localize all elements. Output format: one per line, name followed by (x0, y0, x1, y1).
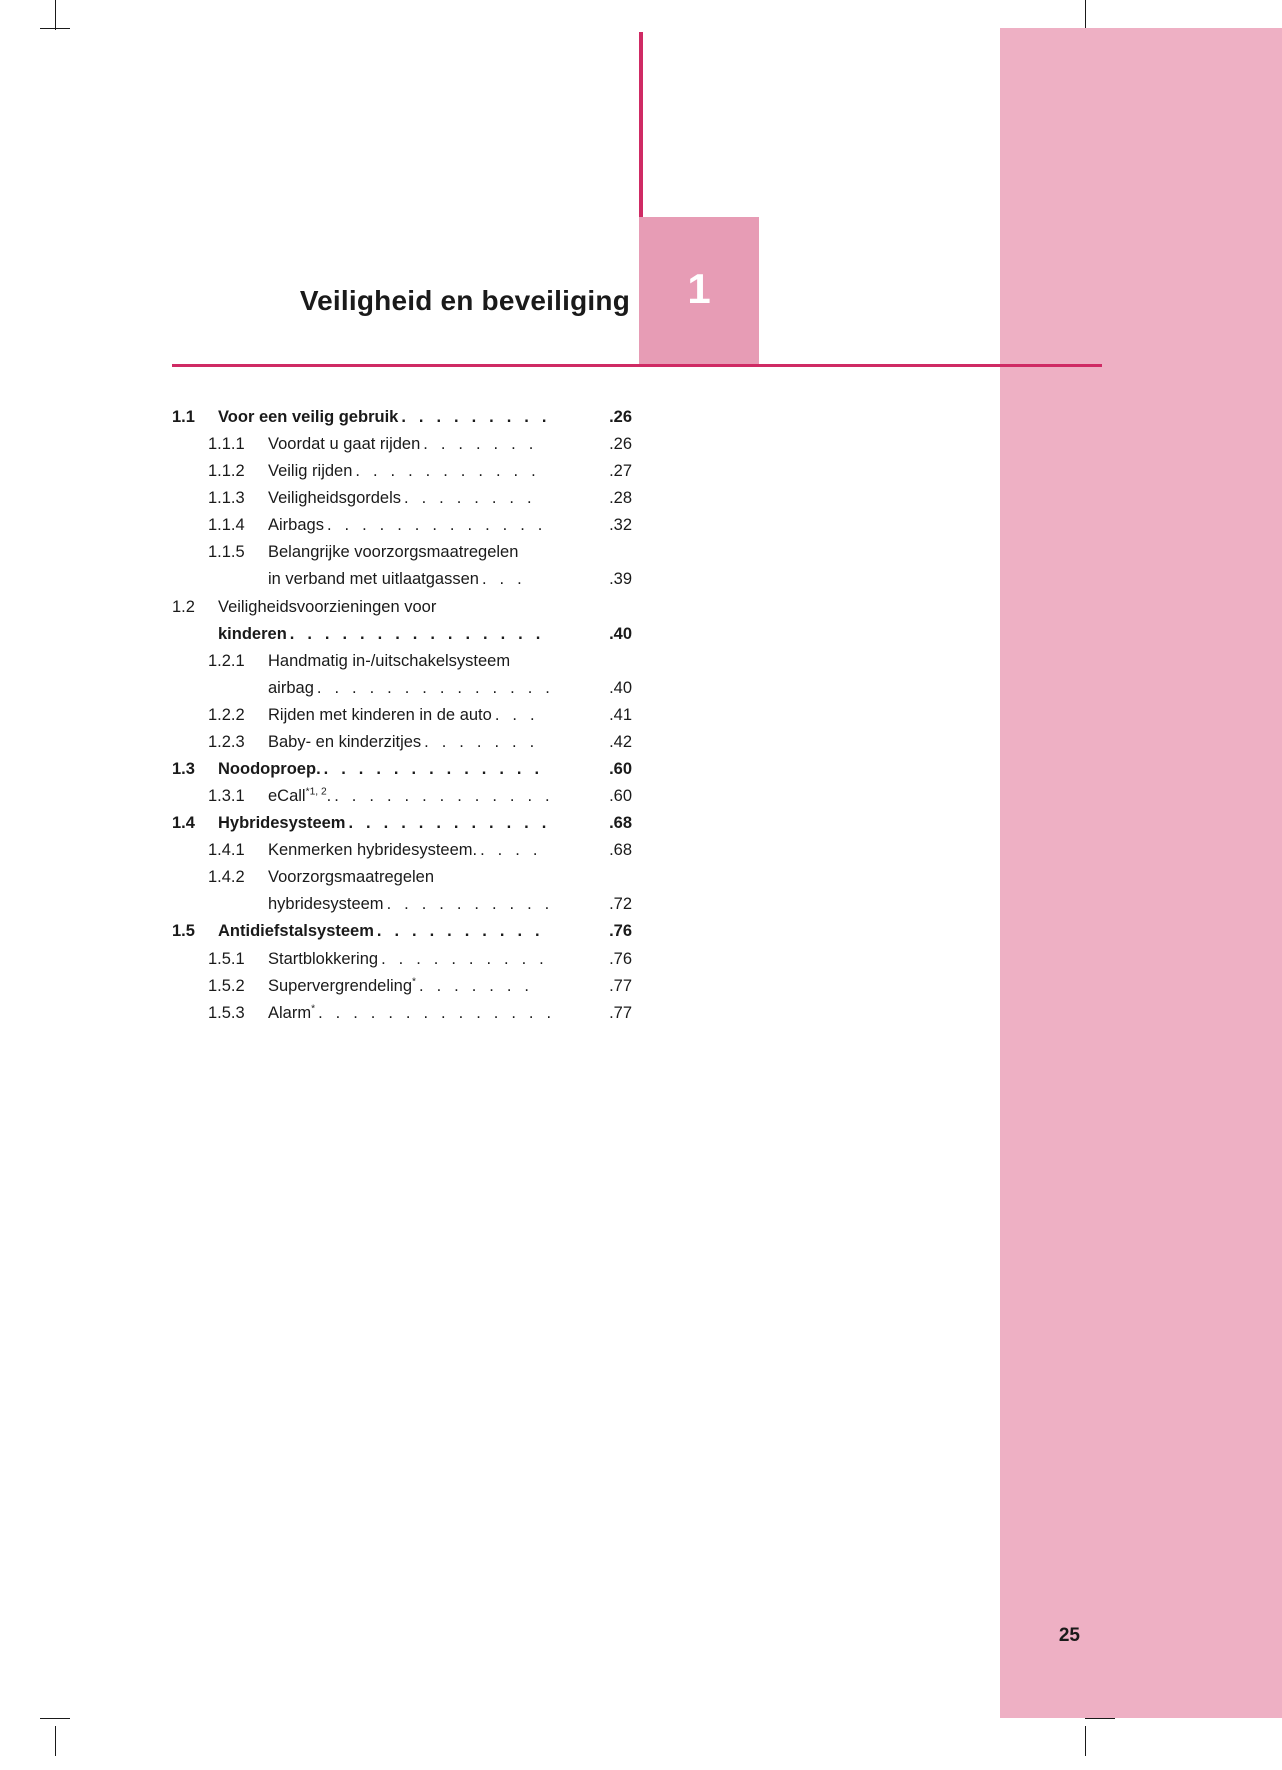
toc-entry[interactable] (172, 1001, 632, 1026)
toc-entry[interactable] (172, 784, 632, 809)
toc-entry[interactable] (172, 459, 632, 484)
toc-entry-page: .42 (609, 732, 632, 751)
toc-entry-label: eCall$^{*1, 2}$. (268, 786, 332, 806)
toc-entry-label: Veilig rijden (268, 462, 353, 481)
toc-entry[interactable] (172, 595, 632, 620)
toc-entry-number: 1.5.2 (208, 976, 245, 995)
toc-entry-page: .68 (609, 841, 632, 860)
crop-mark-bottom-left-vertical (55, 1726, 56, 1756)
crop-mark-top-right-vertical (1085, 0, 1086, 30)
toc-entry[interactable] (172, 838, 632, 863)
toc-entry-leader: . . . . . . . . . . (376, 922, 544, 941)
toc-entry-page: .27 (609, 462, 632, 481)
toc-entry-label: Supervergrendeling* (268, 976, 416, 995)
toc-entry-label: Antidiefstalsysteem (218, 922, 374, 941)
toc-entry-label: airbag (268, 678, 314, 697)
toc-entry-leader: . . . . . . . . . . . (355, 462, 540, 481)
toc-entry-label: Voor een veilig gebruik (218, 408, 399, 426)
toc-entry-footnote-marker: * (412, 976, 416, 988)
toc-entry-leader: . . . . . . . . . . . . . . (316, 678, 555, 697)
toc-entry-leader: . . . . . . . . . . . . . . . (289, 624, 545, 643)
toc-entry[interactable] (172, 649, 632, 674)
chapter-number: 1 (687, 265, 711, 312)
toc-entry[interactable] (172, 676, 632, 701)
toc-entry[interactable] (172, 865, 632, 890)
toc-entry-leader: . . . . . . . . . . (381, 949, 548, 968)
toc-entry-number: 1.4 (172, 814, 195, 833)
toc-entry-page: .76 (609, 922, 632, 941)
toc-entry-label: Hybridesysteem (218, 814, 346, 833)
toc-entry[interactable] (172, 567, 632, 592)
toc-entry-number: 1.3.1 (208, 787, 245, 806)
toc-entry[interactable] (172, 757, 632, 782)
toc-entry-label: in verband met uitlaatgassen (268, 570, 479, 589)
toc-entry-label: Veiligheidsgordels (268, 489, 402, 508)
toc-entry-number: 1.1.5 (208, 543, 245, 562)
toc-entry[interactable] (172, 730, 632, 755)
toc-entry[interactable] (172, 947, 632, 972)
toc-entry-label: Belangrijke voorzorgsmaatregelen (268, 543, 519, 562)
toc-entry-leader: . . . (481, 570, 526, 589)
toc-entry-label: Alarm* (268, 1003, 316, 1022)
toc-entry-page: .32 (609, 516, 632, 535)
toc-entry[interactable] (172, 540, 632, 565)
toc-entry-page: .28 (609, 489, 632, 508)
table-of-contents (172, 405, 632, 1028)
toc-entry-number: 1.1.2 (208, 462, 245, 481)
toc-entry-label: Veiligheidsvoorzieningen voor (218, 597, 437, 616)
toc-entry-leader: . . . . . . . . . (401, 408, 551, 426)
toc-entry-page: .77 (609, 976, 632, 995)
toc-entry-footnote-marker: * (311, 1003, 316, 1015)
toc-entry-page: .76 (609, 949, 632, 968)
toc-entry-footnote-marker: *1, 2 (305, 786, 327, 798)
toc-entry-leader: . . . . . . . . . . . . (348, 814, 551, 833)
toc-entry-label: Baby- en kinderzitjes (268, 732, 422, 751)
toc-entry-leader: . . . . . . . . . . . . . (326, 516, 547, 535)
toc-entry-number: 1.5 (172, 922, 195, 941)
toc-entry-leader: . . . . . . . . . . . . . (334, 787, 554, 806)
header-divider (172, 364, 1102, 367)
toc-entry-number: 1.1 (172, 408, 195, 426)
toc-entry-page: .68 (609, 814, 632, 833)
toc-entry-label: Voordat u gaat rijden (268, 435, 421, 454)
toc-entry-number: 1.2.1 (208, 651, 245, 670)
toc-entry[interactable] (172, 622, 632, 647)
toc-entry-number: 1.3 (172, 760, 195, 779)
crop-mark-bottom-left-horizontal (40, 1718, 70, 1719)
toc-entry-label: Voorzorgsmaatregelen (268, 868, 435, 887)
toc-entry-leader: . . . . . . . . (404, 489, 536, 508)
chapter-vertical-rule (639, 32, 643, 217)
toc-entry-label: hybridesysteem (268, 895, 384, 914)
toc-entry[interactable] (172, 974, 632, 999)
toc-entry-label: Rijden met kinderen in de auto (268, 705, 492, 724)
toc-entry-page: .60 (609, 787, 632, 806)
toc-entry-label-suffix: . (326, 787, 332, 806)
toc-entry[interactable] (172, 432, 632, 457)
toc-entry-label: Handmatig in-/uitschakelsysteem (268, 651, 511, 670)
toc-entry[interactable] (172, 513, 632, 538)
toc-entry-leader: . . . . (480, 841, 542, 860)
toc-entry[interactable] (172, 892, 632, 917)
toc-entry-label: Noodoproep. (218, 760, 321, 779)
toc-entry-page: .72 (609, 895, 632, 914)
toc-entry-number: 1.2.3 (208, 732, 245, 751)
toc-entry[interactable] (172, 811, 632, 836)
toc-entry[interactable] (172, 486, 632, 511)
toc-entry-label: kinderen (218, 624, 287, 643)
toc-entry-page: .39 (609, 570, 632, 589)
toc-entry-page: .40 (609, 624, 632, 643)
toc-entry-leader: . . . . . . . (423, 435, 538, 454)
toc-entry-page: .60 (609, 760, 632, 779)
toc-entry[interactable] (172, 405, 632, 430)
toc-entry-number: 1.2.2 (208, 705, 245, 724)
toc-entry-number: 1.1.3 (208, 489, 245, 508)
crop-mark-bottom-right-vertical (1085, 1726, 1086, 1756)
toc-entry-leader: . . . . . . . (424, 732, 539, 751)
toc-entry-leader: . . . (494, 705, 539, 724)
toc-entry-number: 1.5.3 (208, 1003, 245, 1022)
toc-entry-leader: . . . . . . . (419, 976, 534, 995)
toc-entry-number: 1.4.1 (208, 841, 245, 860)
toc-entry-page: .77 (609, 1003, 632, 1022)
toc-entry-leader: . . . . . . . . . . . . . (323, 760, 544, 779)
toc-entry[interactable] (172, 919, 632, 944)
toc-entry-page: .26 (609, 408, 632, 426)
toc-entry-number: 1.4.2 (208, 868, 245, 887)
toc-entry-number: 1.2 (172, 597, 195, 616)
toc-entry-label: Startblokkering (268, 949, 379, 968)
crop-mark-top-left-vertical (55, 0, 56, 30)
toc-entry[interactable] (172, 703, 632, 728)
toc-entry-number: 1.1.1 (208, 435, 245, 454)
toc-entry-page: .40 (609, 678, 632, 697)
toc-entry-leader: . . . . . . . . . . . . . . (318, 1003, 556, 1022)
toc-entry-number: 1.1.4 (208, 516, 245, 535)
toc-entry-label: Kenmerken hybridesysteem. (268, 841, 478, 860)
toc-entry-label: Airbags (268, 516, 324, 535)
chapter-edge-bar (1000, 28, 1282, 1718)
toc-entry-leader: . . . . . . . . . . (386, 895, 554, 914)
page-number: 25 (1058, 1625, 1080, 1646)
crop-mark-bottom-right-horizontal (1085, 1718, 1115, 1719)
page-title: Veiligheid en beveiliging (299, 285, 630, 316)
toc-entry-page: .41 (609, 705, 632, 724)
toc-entry-page: .26 (609, 435, 632, 454)
toc-entry-number: 1.5.1 (208, 949, 245, 968)
